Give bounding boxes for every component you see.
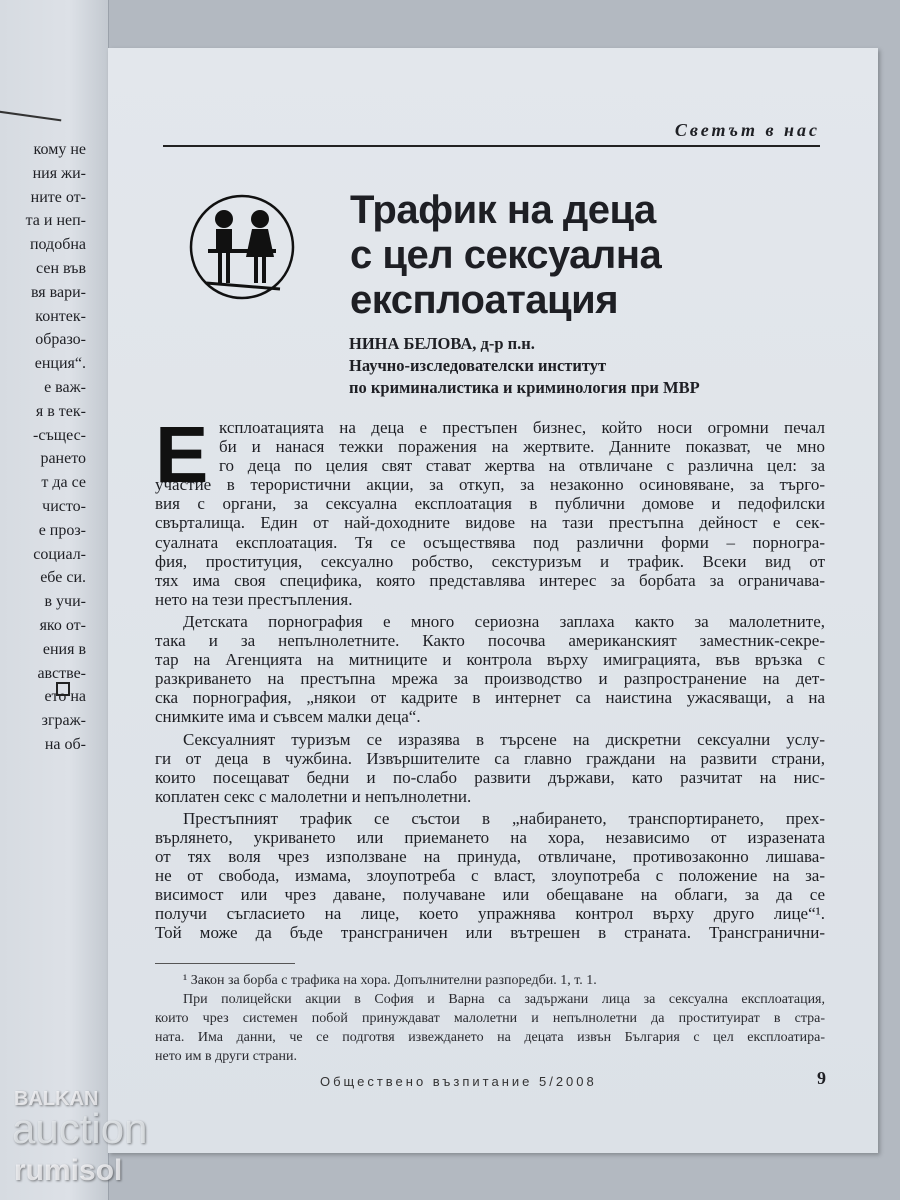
footnote-line: нето им в други страни.: [155, 1049, 297, 1065]
footnote-line: При полицейски акции в София и Варна са задържани лица за сексуална експлоатация,: [183, 992, 825, 1008]
footnote-line: ната. Има данни, че се подготвя извеждането на децата извън България с цел експлоатира-: [155, 1030, 825, 1046]
drop-cap: Е: [155, 410, 209, 499]
paragraph: [155, 612, 825, 727]
text-line: фия, проституция, сексуално робство, секстуризъм и трафик. Всеки вид от: [155, 551, 825, 571]
article-title: [350, 188, 661, 323]
text-line: получи съгласието на лице, което упражнява контрол върху друго лице“¹.: [155, 904, 825, 924]
text-line: върлянето, укриването или приемането на хора, независимо от изразената: [155, 827, 825, 847]
title-line: с цел сексуална: [350, 233, 662, 277]
left-page: [0, 0, 109, 1200]
left-page-line: на об-: [44, 735, 86, 753]
page-number: 9: [817, 1068, 826, 1088]
affiliation-line: Научно-изследователски институт: [349, 356, 607, 375]
text-line: не от свобода, измама, злоупотреба с власт, злоупотреба с положение на за-: [155, 866, 825, 886]
left-page-line: сен във: [36, 259, 86, 277]
left-page-line: ния жи-: [32, 164, 86, 182]
left-page-line: ения в: [42, 640, 86, 658]
left-page-line: кому не: [33, 141, 86, 158]
left-page-line: т да се: [41, 474, 86, 492]
left-page-line: контек-: [35, 307, 86, 325]
left-page-line: яко от-: [39, 616, 86, 634]
left-page-line: е важ-: [44, 378, 86, 396]
text-line: Той може да бъде трансграничен или вътрешен в страната. Трансгранични-: [155, 923, 825, 943]
title-line: Трафик на деца: [350, 188, 656, 232]
journal-footer: Обществено възпитание 5/2008: [320, 1074, 597, 1089]
left-page-line: подобна: [29, 236, 86, 254]
text-line: висимост или чрез даване, получаване или обещаване на облаги, за да се: [155, 885, 825, 905]
text-line: снимките има и съвсем малки деца“.: [155, 707, 421, 727]
left-page-line: рането: [40, 450, 86, 468]
watermark-balkan: BALKAN: [14, 1088, 99, 1110]
text-line: суалната експлоатация. Тя се осъществява под различни форми – порногра-: [155, 532, 825, 552]
author-block: [349, 333, 826, 399]
watermark-rumisol: rumisol: [14, 1154, 123, 1187]
left-page-line: австве-: [37, 664, 86, 682]
left-page-text: [0, 138, 86, 757]
left-page-line: в учи-: [44, 593, 86, 611]
text-line: ги от деца в чужбина. Извършителите са главно граждани на развити страни,: [155, 748, 825, 768]
left-page-line: я в тек-: [35, 402, 86, 420]
paragraph: [155, 809, 825, 943]
footnote-line: които чрез системен побой принуждават малолетни и непълнолетни да проституират в стра-: [155, 1011, 825, 1027]
section-title: Светът в нас: [674, 120, 820, 140]
text-line: тях има своя специфика, която представлява интерес за борбата за ограничава-: [155, 570, 825, 590]
left-header-rule: [0, 108, 61, 121]
text-line: свърталища. Един от най-доходните видове на тази престъпна дейност е сек-: [155, 513, 825, 533]
text-line: участие в терористични акции, за откуп, за незаконно осиновяване, за търго-: [155, 475, 825, 495]
text-line: го деца по целия свят стават жертва на отвличане с различна цел: за: [219, 456, 825, 476]
left-page-line: енция“.: [34, 355, 86, 373]
text-line: би и нанася тежки поражения на жертвите. Данните показват, че мно: [219, 437, 825, 457]
text-line: така и за непълнолетните. Както посочва американският заместник-секре-: [155, 631, 825, 651]
text-line: ска порнография, „някои от кадрите в интернет са наистина ужасяващи, а на: [155, 688, 825, 708]
header-rule: [163, 145, 820, 147]
article-body: [155, 410, 825, 946]
paragraph: [155, 730, 825, 806]
left-page-line: -същес-: [33, 426, 86, 444]
left-page-line: ните от-: [30, 188, 86, 206]
text-line: нето на тези престъпления.: [155, 589, 353, 609]
text-line: ксплоатацията на деца е престъпен бизнес, който носи огромни печал: [219, 418, 825, 437]
text-line: разкриването на престъпна мрежа за производство и разпространение на дет-: [155, 669, 825, 689]
footnote-rule: [155, 963, 295, 964]
text-line: коплатен секс с малолетни и непълнолетни.: [155, 786, 472, 806]
text-line: вия с органи, за сексуална експлоатация в публични домове и педофилски: [155, 494, 825, 514]
left-page-line: чисто-: [42, 497, 86, 515]
text-line: които посещават бедни и по-слабо развити държави, като разчитат на нис-: [155, 767, 825, 787]
left-page-line: ебе си.: [40, 569, 86, 587]
text-line: Сексуалният туризъм се изразява в търсене на дискретни сексуални услу-: [183, 729, 825, 749]
text-line: Престъпният трафик се състои в „набирането, транспортирането, прех-: [183, 808, 825, 828]
right-page: [108, 48, 878, 1153]
title-line: експлоатация: [350, 278, 619, 322]
footnote-line: ¹ Закон за борба с трафика на хора. Допълнителни разпоредби. 1, т. 1.: [183, 973, 597, 988]
text-line: тар на Агенцията на митниците и контрола върху имиграцията, във връзка с: [155, 650, 825, 670]
affiliation-line: по криминалистика и криминология при МВР: [349, 378, 700, 397]
left-page-line: зграж-: [41, 712, 86, 730]
left-page-line: вя вари-: [30, 283, 86, 301]
paragraph: [155, 410, 825, 609]
left-page-line: ето на: [44, 688, 86, 706]
left-page-line: образо-: [35, 331, 86, 349]
footnotes: [155, 970, 825, 1065]
author-name: НИНА БЕЛОВА, д-р п.н.: [349, 334, 535, 353]
children-logo-icon: [188, 193, 296, 301]
text-line: от тях воля чрез използване на принуда, отвличане, противозаконно лишава-: [155, 847, 825, 867]
left-page-line: е проз-: [38, 521, 86, 539]
end-of-article-square-icon: [56, 682, 70, 696]
watermark-auction: auction: [12, 1105, 148, 1152]
text-line: Детската порнография е много сериозна заплаха както за малолетните,: [183, 611, 825, 631]
left-page-line: социал-: [33, 545, 86, 563]
left-page-line: та и неп-: [25, 212, 86, 230]
